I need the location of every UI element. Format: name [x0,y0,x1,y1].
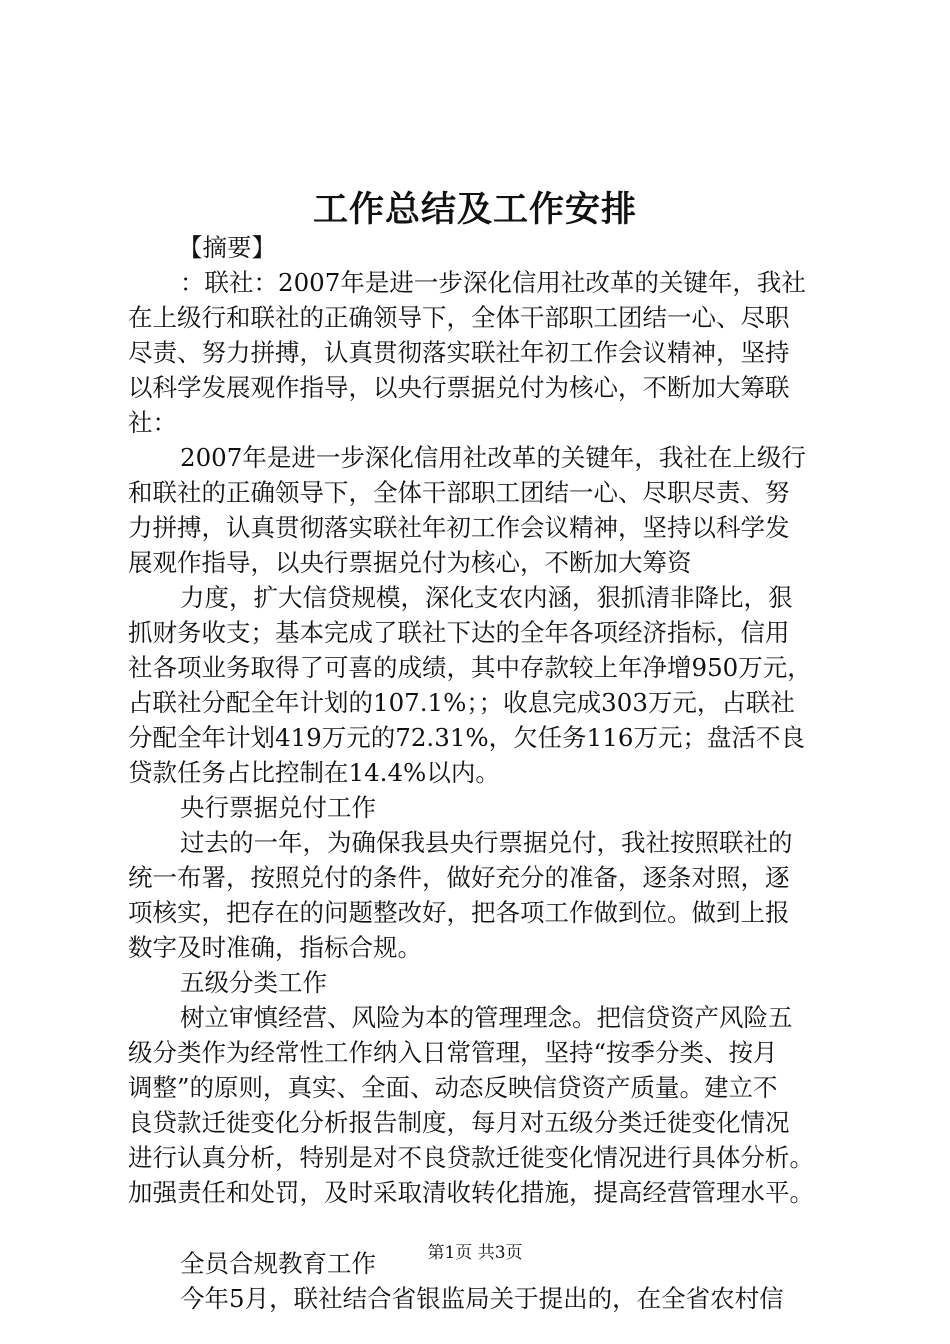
paragraph-line: ：联社：2007年是进一步深化信用社改革的关键年，我社 [180,268,806,297]
abstract-heading: 【摘要】 [178,233,276,262]
paragraph-line: 项核实，把存在的问题整改好，把各项工作做到位。做到上报 [128,898,790,927]
section-heading: 全员合规教育工作 [180,1249,376,1278]
paragraph-line: 尽责、努力拼搏，认真贯彻落实联社年初工作会议精神，坚持 [128,338,790,367]
paragraph-line: 加强责任和处罚，及时采取清收转化措施，提高经营管理水平。 [128,1178,814,1207]
paragraph-line: 抓财务收支；基本完成了联社下达的全年各项经济指标，信用 [128,618,790,647]
paragraph-line: 分配全年计划419万元的72.31%，欠任务116万元；盘活不良 [128,723,805,752]
paragraph-line: 贷款任务占比控制在14.4%以内。 [128,758,500,787]
document-title: 工作总结及工作安排 [312,189,637,230]
paragraph-line: 在上级行和联社的正确领导下，全体干部职工团结一心、尽职 [128,303,790,332]
paragraph-line: 占联社分配全年计划的107.1%；；收息完成303万元，占联社 [128,688,795,717]
paragraph-line: 过去的一年，为确保我县央行票据兑付，我社按照联社的 [180,828,793,857]
section-heading: 五级分类工作 [180,968,327,997]
paragraph-line: 统一布署，按照兑付的条件，做好充分的准备，逐条对照，逐 [128,863,790,892]
paragraph-line: 2007年是进一步深化信用社改革的关键年，我社在上级行 [180,443,806,472]
paragraph-line: 社： [128,408,177,437]
paragraph-line: 今年5月，联社结合省银监局关于提出的，在全省农村信 [180,1284,784,1313]
paragraph-line: 调整”的原则，真实、全面、动态反映信贷资产质量。建立不 [128,1073,778,1102]
paragraph-line: 树立审慎经营、风险为本的管理理念。把信贷资产风险五 [180,1003,793,1032]
paragraph-line: 社各项业务取得了可喜的成绩，其中存款较上年净增950万元， [128,653,812,682]
paragraph-line: 和联社的正确领导下，全体干部职工团结一心、尽职尽责、努 [128,478,790,507]
page-footer: 第1页 共3页 [427,1243,523,1263]
paragraph-line: 级分类作为经常性工作纳入日常管理，坚持“按季分类、按月 [128,1038,778,1067]
paragraph-line: 展观作指导，以央行票据兑付为核心，不断加大筹资 [128,548,692,577]
paragraph-line: 以科学发展观作指导，以央行票据兑付为核心，不断加大筹联 [128,373,790,402]
paragraph-line: 力度，扩大信贷规模，深化支农内涵，狠抓清非降比，狠 [180,583,793,612]
paragraph-line: 数字及时准确，指标合规。 [128,933,422,962]
paragraph-line: 进行认真分析，特别是对不良贷款迁徙变化情况进行具体分析。 [128,1143,814,1172]
paragraph-line: 良贷款迁徙变化分析报告制度，每月对五级分类迁徙变化情况 [128,1108,790,1137]
paragraph-line: 力拼搏，认真贯彻落实联社年初工作会议精神，坚持以科学发 [128,513,790,542]
section-heading: 央行票据兑付工作 [180,793,376,822]
document-body [128,230,844,1316]
